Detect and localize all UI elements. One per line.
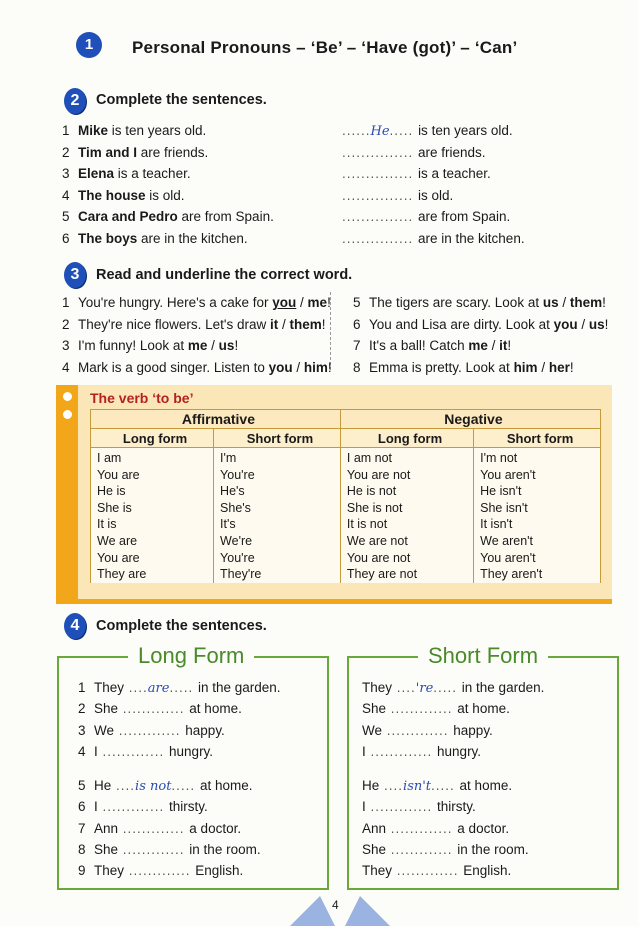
option-word: them [569,295,603,310]
answer-blank: ............. [97,799,170,815]
sentence-row [362,680,544,696]
handwritten-answer: 're [415,681,434,696]
sentence-text: You're hungry. Here's a cake for [78,295,273,310]
answer-text: is old. [418,187,454,203]
item-number: 5 [62,209,70,224]
sentence-text: are from Spain. [177,209,274,224]
table-row [91,533,601,550]
answer-blank: ............. [365,743,438,759]
sentence-row [62,166,191,181]
option-word: us [542,295,559,310]
sentence-text: happy. [453,722,493,738]
answer-row [342,188,453,203]
table-cell: They aren't [474,566,601,583]
sentence-text: English. [463,863,512,879]
answer-blank: ............. [386,701,458,717]
sentence-row [362,799,476,814]
answer-blank: ............. [97,743,170,759]
sentence-row [362,842,529,857]
table-cell: He's [214,483,341,500]
answer-blank: ............... [342,144,419,160]
sentence-row [62,188,185,203]
answer-dots: .... [124,680,148,695]
table-row [91,448,601,467]
answer-dots: ..... [171,778,200,793]
sentence-text: You and Lisa are dirty. Look at [369,316,554,332]
item-number: 7 [78,820,86,836]
table-cell: She isn't [474,500,601,517]
item-number: 6 [62,230,70,246]
sentence-subject: Ann [94,820,119,836]
answer-blank: ............. [386,841,458,857]
answer-text: are in the kitchen. [418,230,525,246]
table-cell: I'm [214,448,341,467]
answer-blank: ............... [342,166,419,181]
sentence-subject: We [362,722,383,738]
table-cell: They're [214,566,341,583]
option-separator: / [558,295,570,310]
answer-row [342,231,525,246]
sentence-text: at home. [189,701,242,717]
item-number: 2 [78,701,86,717]
sentence-row [78,842,261,857]
sentence-row [62,145,208,160]
table-cell: We aren't [474,533,601,550]
answer-blank: ............. [118,701,190,717]
option-separator: / [278,316,290,332]
option-separator: / [207,338,219,353]
short-form-title: Short Form [418,643,548,669]
table-cell: He is not [340,483,473,500]
table-cell: You are [91,467,214,484]
sentence-row [353,317,608,332]
sentence-row [362,744,481,759]
bullet-icon [63,410,72,419]
affirmative-header: Affirmative [91,410,341,429]
bullet-icon [63,392,72,401]
option-word: it [269,316,279,332]
option-word: you [272,295,297,310]
unit-badge: 1 [76,32,102,58]
sentence-end: ! [327,295,331,310]
exercise-2-badge: 2 [64,88,86,114]
table-cell: They are not [340,566,473,583]
table-cell: They are [91,566,214,583]
table-cell: It is not [340,516,473,533]
option-word: him [513,359,538,375]
table-cell: You aren't [474,467,601,484]
column-header: Long form [340,429,473,448]
option-word: him [303,359,328,375]
table-row [91,467,601,484]
handwritten-answer: is not [135,779,172,794]
sentence-end: ! [604,316,609,332]
answer-blank: ............... [342,209,419,224]
sentence-text: at home. [459,778,513,793]
item-number: 1 [62,295,70,310]
table-cell: We're [214,533,341,550]
item-number: 2 [62,144,70,160]
sentence-row [78,821,241,836]
sentence-end: ! [321,316,326,332]
sentence-text: at home. [457,701,510,717]
sentence-row [62,231,248,246]
sentence-subject: I [362,799,366,815]
sentence-subject: I [94,799,98,815]
answer-text: are from Spain. [418,209,511,224]
sentence-end: ! [569,359,574,375]
sentence-text: are friends. [137,144,209,160]
sentence-text: in the room. [189,841,261,857]
answer-blank: ............. [382,722,454,738]
option-word: us [588,316,605,332]
sentence-text: thirsty. [169,799,208,815]
item-number: 4 [62,187,70,203]
sentence-row [362,701,510,716]
sentence-subject: Mike [78,123,109,138]
exercise-4-badge: 4 [64,613,86,639]
table-cell: You are [91,550,214,567]
answer-blank: ............. [118,820,190,836]
answer-dots: ..... [389,123,419,138]
table-row [91,516,601,533]
table-cell: She is not [340,500,473,517]
table-cell: You are not [340,550,473,567]
sentence-row [78,799,208,814]
item-number: 5 [353,295,361,310]
sentence-row [78,863,243,878]
sentence-text: in the garden. [461,680,545,695]
sentence-subject: The boys [78,230,138,246]
sentence-subject: She [362,841,387,857]
item-number: 4 [62,359,70,375]
sentence-text: They're nice flowers. Let's draw [78,316,270,332]
table-cell: I am not [340,448,473,467]
sentence-subject: Ann [362,820,387,836]
sentence-end: ! [327,359,332,375]
long-form-title: Long Form [128,643,254,669]
sentence-text: English. [195,863,244,879]
handwritten-answer: are [147,681,170,696]
verb-to-be-table [90,409,601,583]
item-number: 6 [353,316,361,332]
exercise-4-title: Complete the sentences. [96,618,267,634]
answer-text: is a teacher. [418,166,491,181]
table-cell: It's [214,516,341,533]
exercise-3-title: Read and underline the correct word. [96,267,353,283]
sentence-subject: They [362,863,393,879]
table-cell: She is [91,500,214,517]
answer-blank: ............... [342,230,419,246]
sentence-text: Emma is pretty. Look at [369,359,514,375]
sentence-subject: Tim and I [78,144,138,160]
answer-text: is ten years old. [418,123,513,138]
sentence-text: in the room. [457,841,529,857]
column-header: Long form [91,429,214,448]
option-word: you [268,359,293,375]
sentence-text: is ten years old. [108,123,207,138]
option-word: them [289,316,322,332]
answer-blank: ............. [124,863,196,879]
sentence-row [62,209,274,224]
option-word: me [187,338,208,353]
sentence-row [78,680,281,696]
exercise-2-title: Complete the sentences. [96,92,267,108]
sentence-text: at home. [199,778,253,793]
sentence-subject: He [94,778,112,793]
sentence-subject: She [94,841,119,857]
sentence-subject: She [94,701,119,717]
sentence-text: thirsty. [437,799,476,815]
answer-text: are friends. [418,144,486,160]
sentence-subject: They [94,680,125,695]
negative-header: Negative [340,410,600,429]
option-word: me [307,295,328,310]
sentence-subject: They [362,680,393,695]
option-word: us [218,338,235,353]
table-cell: You're [214,550,341,567]
sentence-text: hungry. [169,743,214,759]
table-cell: He is [91,483,214,500]
answer-dots: .... [392,680,416,695]
item-number: 8 [78,841,86,857]
answer-blank: ............. [392,863,464,879]
answer-row [342,166,491,181]
answer-blank: ............. [386,820,458,836]
page-number: 4 [332,898,339,912]
sentence-text: a doctor. [457,820,510,836]
option-word: her [548,359,570,375]
answer-blank: ............. [365,799,438,815]
table-cell: You aren't [474,550,601,567]
item-number: 3 [78,722,86,738]
grammar-title: The verb ‘to be’ [90,390,194,406]
sentence-text: are in the kitchen. [137,230,248,246]
item-number: 9 [78,863,86,879]
sentence-row [78,701,242,716]
answer-row [342,145,486,160]
sentence-subject: The house [78,187,146,203]
table-row [91,500,601,517]
sentence-row [78,723,225,738]
sentence-row [362,778,512,794]
sentence-text: is old. [145,187,185,203]
table-cell: It is [91,516,214,533]
sentence-row [362,863,511,878]
page-title: Personal Pronouns – ‘Be’ – ‘Have (got)’ – ‘Can’ [132,38,518,57]
sentence-subject: He [362,778,380,793]
option-separator: / [537,359,549,375]
sentence-subject: I [94,743,98,759]
option-separator: / [296,295,308,310]
table-cell: I am [91,448,214,467]
answer-dots: .... [379,778,404,793]
table-cell: You're [214,467,341,484]
answer-row [342,209,510,224]
page-tab-icon [290,888,390,926]
sentence-end: ! [602,295,606,310]
handwritten-answer: He [370,124,390,139]
answer-blank: ............. [114,722,186,738]
sentence-subject: I [362,743,366,759]
sentence-subject: She [362,701,387,717]
table-cell: You are not [340,467,473,484]
sentence-text: is a teacher. [114,166,191,181]
table-cell: I'm not [474,448,601,467]
sentence-row [78,744,213,759]
sentence-end: ! [507,338,512,353]
answer-dots: ..... [433,680,462,695]
item-number: 1 [62,123,70,138]
answer-row [342,123,513,139]
sentence-text: It's a ball! Catch [369,338,469,353]
exercise-3-badge: 3 [64,262,86,288]
option-separator: / [577,316,589,332]
sentence-row [62,360,332,375]
sentence-row [62,317,326,332]
sentence-text: in the garden. [197,680,281,695]
sentence-row [78,778,252,794]
handwritten-answer: isn't [403,779,432,794]
sentence-row [353,295,606,310]
option-word: me [468,338,488,353]
item-number: 2 [62,316,70,332]
sentence-row [362,821,509,836]
answer-blank: ............... [342,187,419,203]
sentence-end: ! [234,338,239,353]
sentence-subject: Cara and Pedro [78,209,178,224]
sentence-row [62,295,331,310]
sentence-text: Mark is a good singer. Listen to [78,359,269,375]
item-number: 7 [353,338,361,353]
table-cell: We are not [340,533,473,550]
answer-dots: ..... [431,778,460,793]
table-cell: She's [214,500,341,517]
sentence-text: a doctor. [189,820,242,836]
sentence-text: hungry. [437,743,482,759]
item-number: 6 [78,799,86,815]
answer-dots: .... [111,778,136,793]
item-number: 8 [353,359,361,375]
table-cell: It isn't [474,516,601,533]
answer-blank: ............. [118,841,190,857]
sentence-subject: They [94,863,125,879]
table-row [91,483,601,500]
sentence-row [62,338,238,353]
sentence-row [362,723,493,738]
column-header: Short form [214,429,341,448]
item-number: 1 [78,680,86,695]
table-cell: We are [91,533,214,550]
answer-dots: ..... [169,680,198,695]
sentence-subject: We [94,722,115,738]
option-word: it [499,338,508,353]
answer-dots: ...... [342,123,371,138]
table-row [91,566,601,583]
sentence-text: I'm funny! Look at [78,338,188,353]
item-number: 5 [78,778,86,793]
sentence-row [353,338,511,353]
item-number: 3 [62,166,70,181]
table-row [91,550,601,567]
item-number: 4 [78,743,86,759]
sentence-row [62,123,206,138]
sentence-text: The tigers are scary. Look at [369,295,543,310]
option-separator: / [292,359,304,375]
option-word: you [553,316,578,332]
column-header: Short form [474,429,601,448]
sentence-row [353,360,574,375]
sentence-subject: Elena [78,166,115,181]
item-number: 3 [62,338,70,353]
option-separator: / [487,338,500,353]
table-cell: He isn't [474,483,601,500]
sentence-text: happy. [185,722,225,738]
